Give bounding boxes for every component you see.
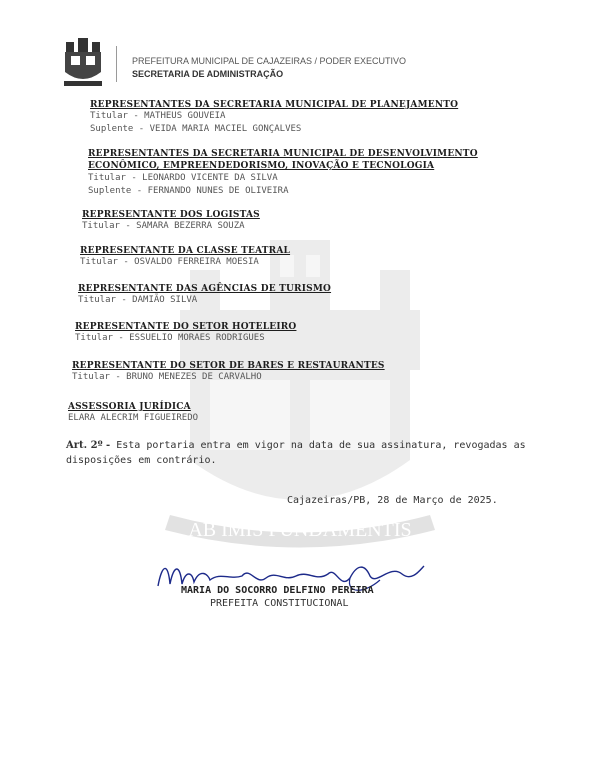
- header-secretaria: SECRETARIA DE ADMINISTRAÇÃO: [132, 69, 284, 79]
- article-label: Art. 2º -: [66, 440, 111, 451]
- member-suplente: Suplente - VEIDA MARIA MACIEL GONÇALVES: [90, 124, 302, 134]
- section-title: REPRESENTANTES DA SECRETARIA MUNICIPAL DE DESENVOLVIMENTO ECONÔMICO, EMPREENDEDORISMO, INOVAÇÃO E TECNOLOGIA: [88, 149, 478, 171]
- section-title: REPRESENTANTE DA CLASSE TEATRAL: [80, 246, 291, 256]
- section-hoteleiro: [75, 322, 545, 345]
- section-logistas: [82, 210, 552, 233]
- member-titular: Titular - BRUNO MENEZES DE CARVALHO: [72, 372, 262, 382]
- section-title: REPRESENTANTE DO SETOR DE BARES E RESTAURANTES: [72, 361, 385, 371]
- section-teatral: [80, 246, 550, 269]
- section-juridica: [68, 402, 538, 425]
- section-title: ASSESSORIA JURÍDICA: [68, 402, 191, 412]
- member-assessor: ELARA ALECRIM FIGUEIREDO: [68, 413, 199, 423]
- header-divider: [116, 46, 117, 82]
- article-2: [66, 438, 526, 468]
- city-crest-icon: [62, 38, 104, 88]
- signatory-role: PREFEITA CONSTITUCIONAL: [210, 598, 349, 609]
- member-titular: Titular - SAMARA BEZERRA SOUZA: [82, 221, 245, 231]
- member-titular: Titular - MATHEUS GOUVEIA: [90, 111, 226, 121]
- section-bares: [72, 361, 542, 384]
- signatory-name: MARIA DO SOCORRO DELFINO PEREIRA: [181, 585, 374, 596]
- section-title: REPRESENTANTE DOS LOGISTAS: [82, 210, 260, 220]
- section-turismo: [78, 284, 548, 307]
- date-line: Cajazeiras/PB, 28 de Março de 2025.: [287, 495, 498, 506]
- member-titular: Titular - OSVALDO FERREIRA MOESIA: [80, 257, 259, 267]
- watermark-motto: AB IMIS FUNDAMENTIS: [188, 519, 412, 541]
- section-title: REPRESENTANTE DO SETOR HOTELEIRO: [75, 322, 297, 332]
- watermark-crest-icon: [150, 230, 450, 560]
- section-title: REPRESENTANTE DAS AGÊNCIAS DE TURISMO: [78, 284, 332, 294]
- member-suplente: Suplente - FERNANDO NUNES DE OLIVEIRA: [88, 186, 289, 196]
- member-titular: Titular - ESSUELIO MORAES RODRIGUES: [75, 333, 265, 343]
- letterhead: [62, 34, 422, 90]
- section-desenvolvimento: [88, 148, 518, 198]
- section-planejamento: [90, 100, 560, 136]
- section-title: REPRESENTANTES DA SECRETARIA MUNICIPAL DE PLANEJAMENTO: [90, 100, 459, 110]
- header-prefeitura: PREFEITURA MUNICIPAL DE CAJAZEIRAS / PODER EXECUTIVO: [132, 56, 407, 66]
- member-titular: Titular - DAMIÃO SILVA: [78, 295, 198, 305]
- article-text: Esta portaria entra em vigor na data de sua assinatura, revogadas as disposições em contrário.: [66, 440, 526, 466]
- member-titular: Titular - LEONARDO VICENTE DA SILVA: [88, 173, 278, 183]
